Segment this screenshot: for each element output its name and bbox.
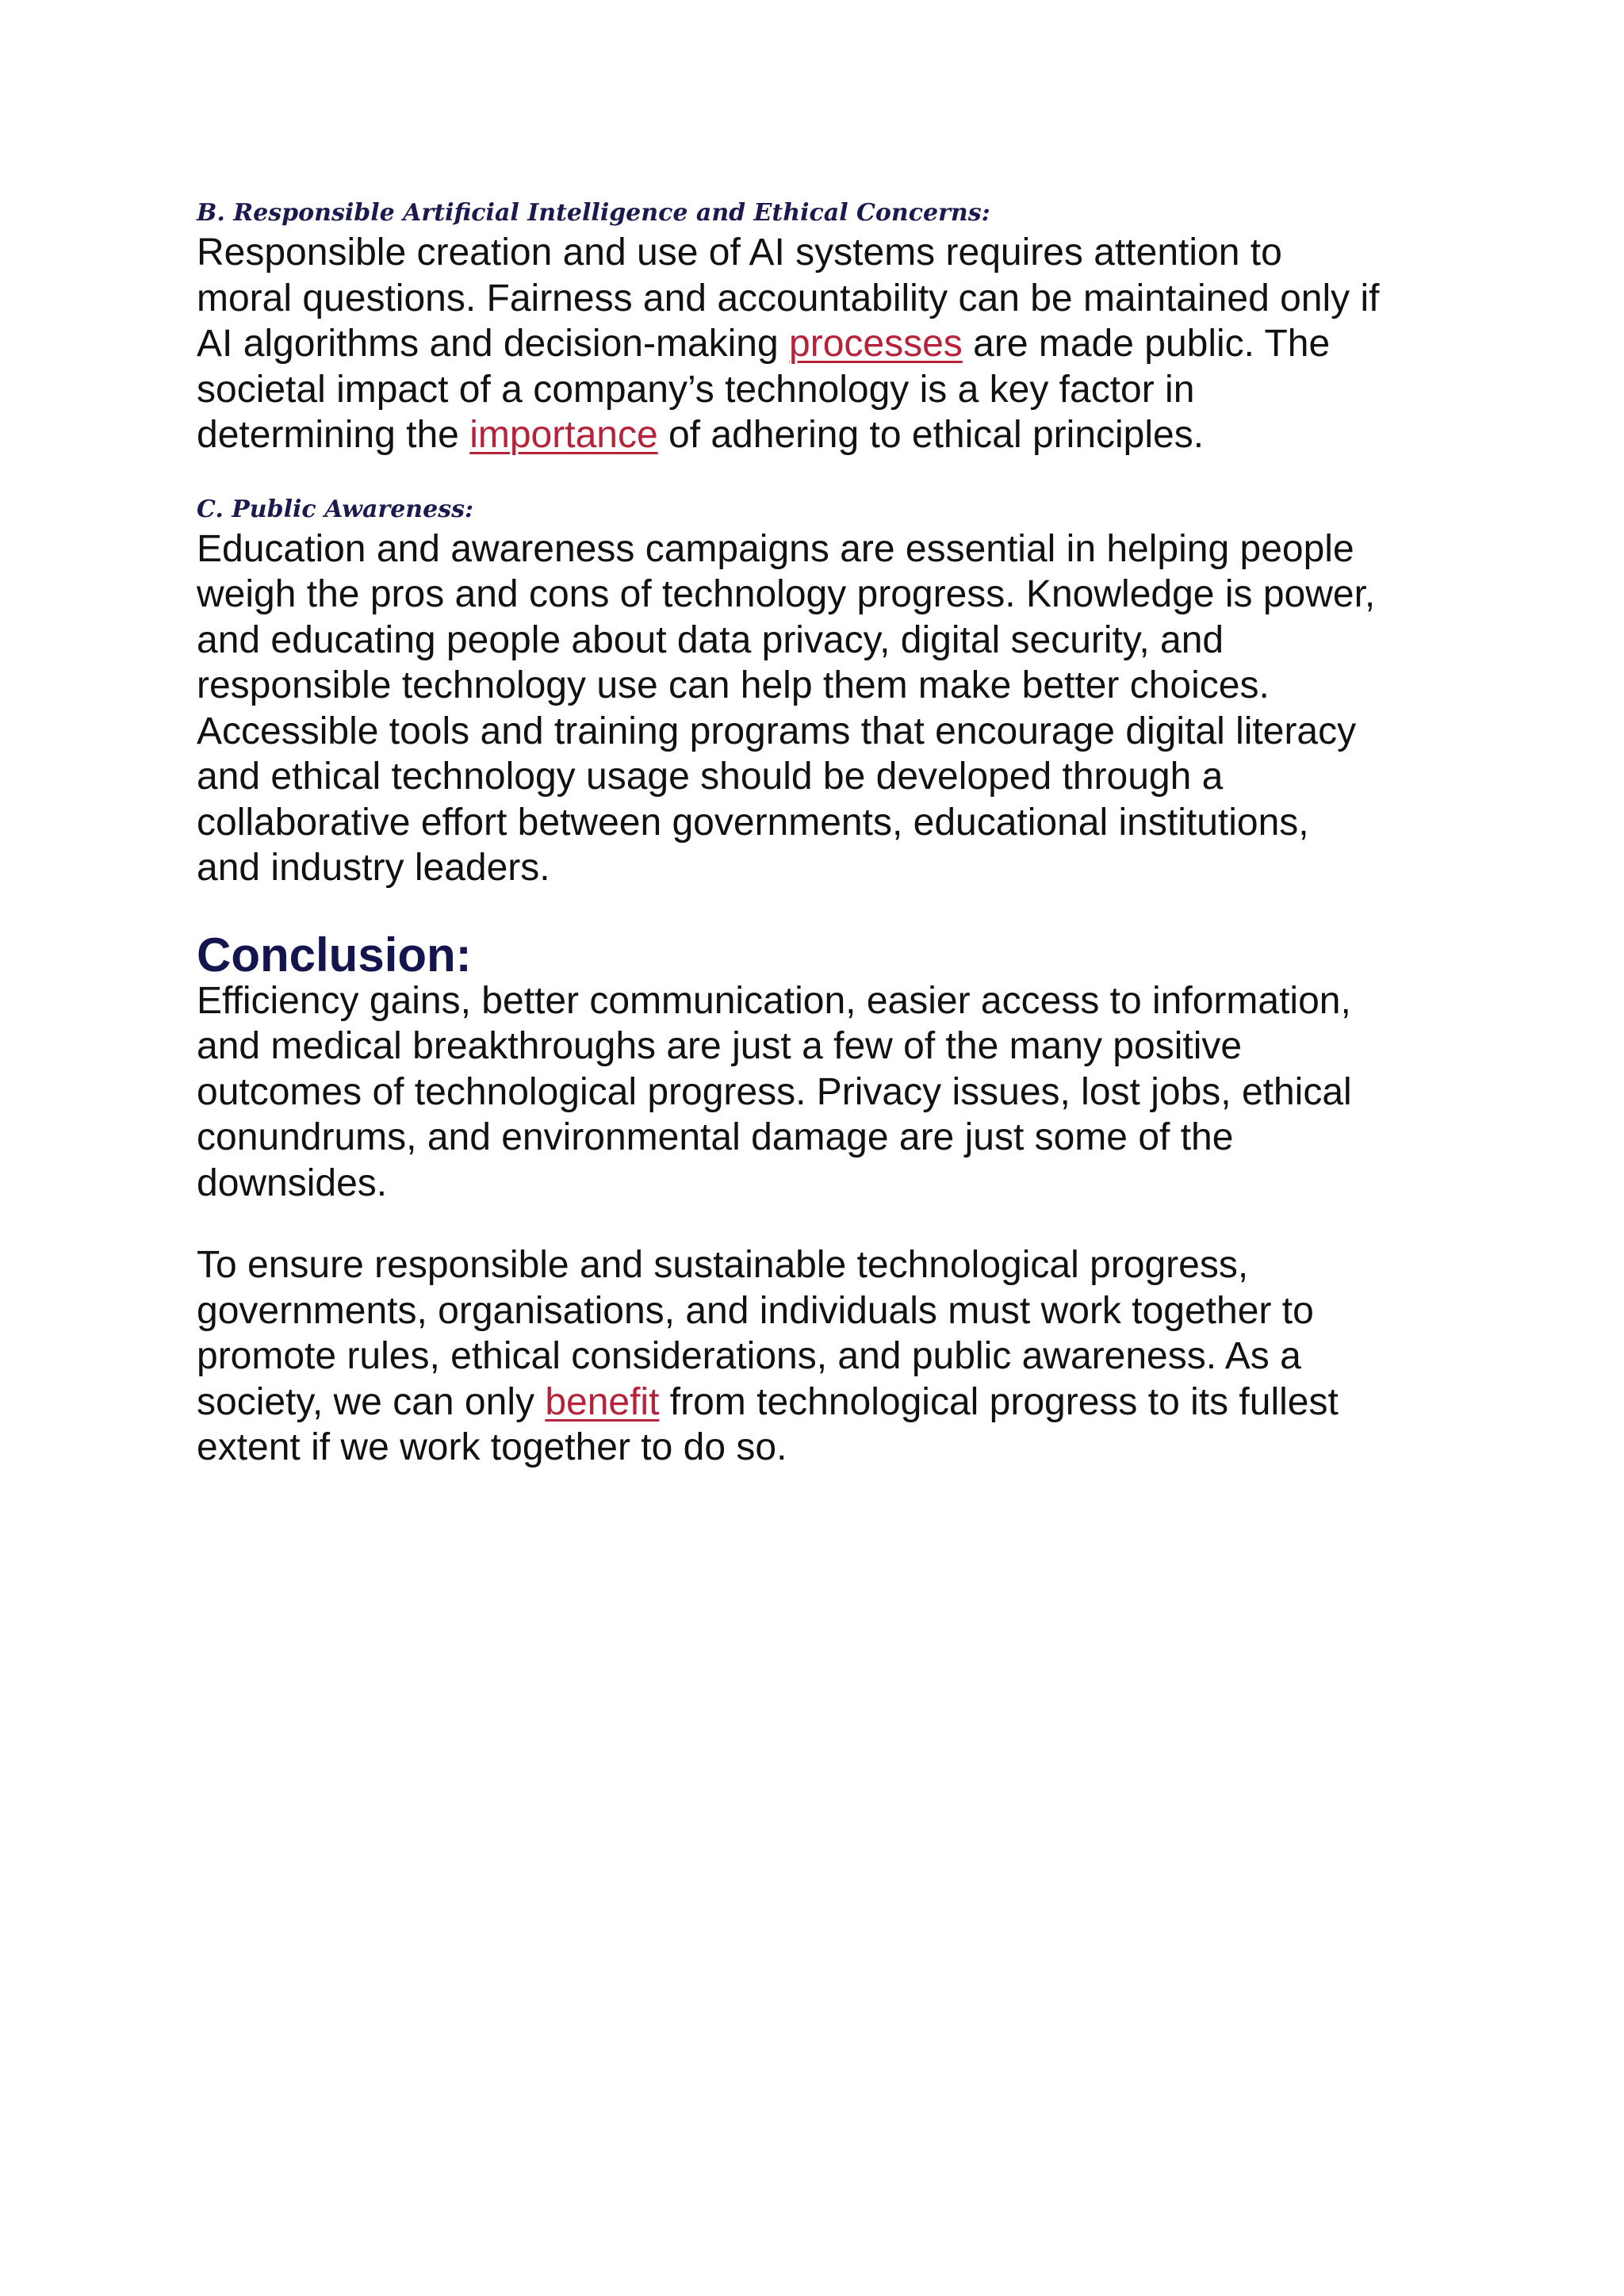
text-run: conundrums, and environmental damage are just some of the xyxy=(197,1116,1234,1158)
text-line xyxy=(197,978,1450,1024)
text-run: Responsible creation and use of AI systems requires attention to xyxy=(197,232,1282,274)
text-run: To ensure responsible and sustainable technological progress, xyxy=(197,1244,1249,1286)
text-run: Efficiency gains, better communication, easier access to information, xyxy=(197,979,1351,1022)
text-line xyxy=(197,1070,1450,1115)
conclusion-heading: Conclusion: xyxy=(197,928,472,982)
text-line xyxy=(197,572,1450,618)
inline-link-processes[interactable]: processes xyxy=(789,323,963,365)
text-run: and medical breakthroughs are just a few of the many positive xyxy=(197,1025,1243,1067)
text-run: Education and awareness campaigns are essential in helping people xyxy=(197,527,1354,570)
text-run: and educating people about data privacy, digital security, and xyxy=(197,618,1224,661)
text-run: responsible technology use can help them make better choices. xyxy=(197,664,1270,706)
text-line xyxy=(197,709,1450,755)
text-line xyxy=(197,1161,1450,1207)
text-line xyxy=(197,754,1450,800)
section-c-paragraph xyxy=(197,526,1450,891)
text-line xyxy=(197,845,1450,891)
text-line xyxy=(197,1024,1450,1070)
text-line xyxy=(197,1115,1450,1161)
text-line xyxy=(197,663,1450,709)
text-run: outcomes of technological progress. Privacy issues, lost jobs, ethical xyxy=(197,1070,1352,1113)
text-run: Accessible tools and training programs that encourage digital literacy xyxy=(197,710,1357,752)
conclusion-paragraph-1 xyxy=(197,978,1450,1207)
text-line xyxy=(197,526,1450,572)
section-b-paragraph xyxy=(197,230,1450,458)
text-line xyxy=(197,230,1450,276)
text-line xyxy=(197,412,1450,458)
text-run: of adhering to ethical principles. xyxy=(657,414,1205,456)
text-line xyxy=(197,618,1450,664)
text-run: moral questions. Fairness and accountability can be maintained only if xyxy=(197,277,1380,320)
text-run: are made public. The xyxy=(962,323,1331,365)
text-run: promote rules, ethical considerations, and public awareness. As a xyxy=(197,1335,1301,1377)
text-line xyxy=(197,276,1450,322)
section-c-heading: C. Public Awareness: xyxy=(197,495,474,523)
text-run: determining the xyxy=(197,414,470,456)
text-run: weigh the pros and cons of technology progress. Knowledge is power, xyxy=(197,573,1376,615)
text-line xyxy=(197,1380,1450,1425)
text-run: extent if we work together to do so. xyxy=(197,1426,787,1468)
text-line xyxy=(197,1425,1450,1471)
text-run: collaborative effort between governments, educational institutions, xyxy=(197,801,1309,844)
page-content xyxy=(197,195,1450,1471)
text-line xyxy=(197,1242,1450,1288)
text-line xyxy=(197,800,1450,846)
text-run: AI algorithms and decision-making xyxy=(197,323,790,365)
text-run: and industry leaders. xyxy=(197,847,550,889)
text-line xyxy=(197,1288,1450,1334)
text-run: from technological progress to its fullest xyxy=(659,1380,1339,1423)
text-run: governments, organisations, and individuals must work together to xyxy=(197,1289,1314,1332)
text-line xyxy=(197,1334,1450,1380)
text-line xyxy=(197,321,1450,367)
text-line xyxy=(197,367,1450,413)
inline-link-importance[interactable]: importance xyxy=(469,414,658,456)
text-run: societal impact of a company’s technology is a key factor in xyxy=(197,368,1195,411)
text-run: society, we can only xyxy=(197,1380,546,1423)
section-b-heading: B. Responsible Artificial Intelligence and Ethical Concerns: xyxy=(197,199,990,227)
text-run: and ethical technology usage should be developed through a xyxy=(197,756,1224,798)
inline-link-benefit[interactable]: benefit xyxy=(545,1380,660,1423)
text-run: downsides. xyxy=(197,1161,388,1204)
conclusion-paragraph-2 xyxy=(197,1242,1450,1471)
